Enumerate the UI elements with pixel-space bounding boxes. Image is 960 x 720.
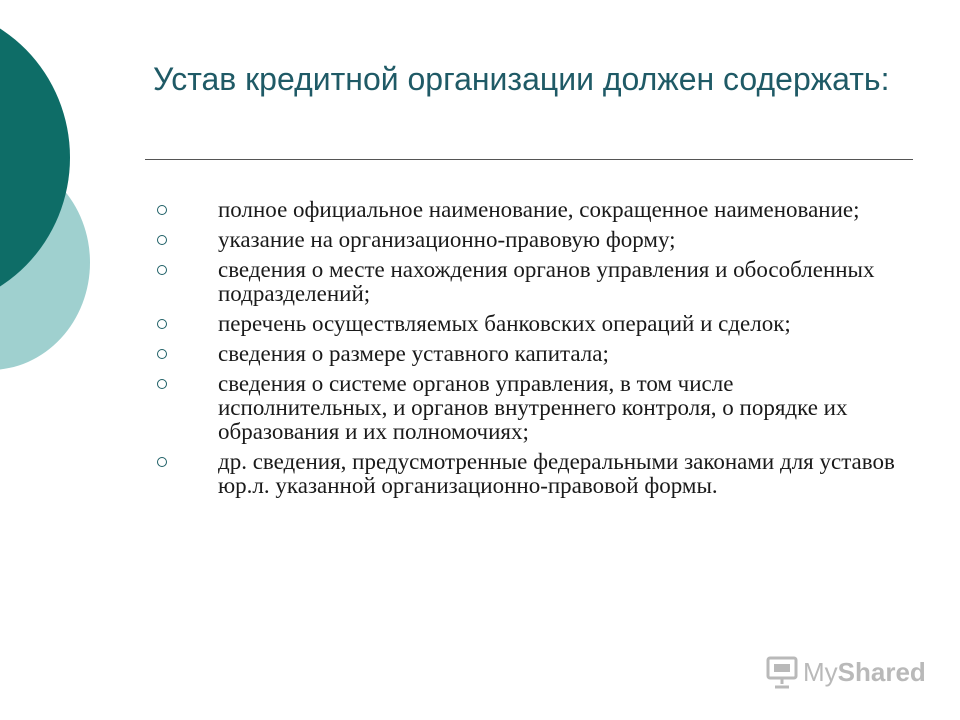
bullet-list [155, 198, 895, 504]
slide-title: Устав кредитной организации должен содержать: [153, 61, 890, 97]
hollow-circle-icon [157, 205, 167, 215]
bullet-item [155, 312, 895, 336]
bullet-item [155, 342, 895, 366]
title-divider [145, 159, 913, 160]
bullet-text: сведения о системе органов управления, в том числе исполнительных, и органов внутреннего контроля, о порядке их образования и их полномочиях; [218, 371, 848, 444]
bullet-text: перечень осуществляемых банковских операций и сделок; [218, 311, 791, 336]
hollow-circle-icon [157, 457, 167, 467]
bullet-item [155, 198, 895, 222]
watermark-text [803, 657, 926, 688]
bullet-text: полное официальное наименование, сокращенное наименование; [218, 197, 860, 222]
bullet-item [155, 450, 895, 498]
watermark-text-shared: Shared [837, 656, 926, 687]
watermark-text-my: My [803, 656, 838, 687]
myshared-watermark [766, 655, 926, 689]
bullet-text: указание на организационно-правовую форму; [218, 227, 676, 252]
bullet-text: сведения о размере уставного капитала; [218, 341, 609, 366]
bullet-text: сведения о месте нахождения органов управления и обособленных подразделений; [218, 257, 875, 306]
hollow-circle-icon [157, 319, 167, 329]
bullet-item [155, 228, 895, 252]
hollow-circle-icon [157, 379, 167, 389]
hollow-circle-icon [157, 349, 167, 359]
hollow-circle-icon [157, 265, 167, 275]
hollow-circle-icon [157, 235, 167, 245]
bullet-text: др. сведения, предусмотренные федеральными законами для уставов юр.л. указанной организационно-правовой формы. [218, 449, 895, 498]
bullet-item [155, 258, 895, 306]
bullet-item [155, 372, 895, 444]
presentation-board-icon [766, 655, 798, 689]
